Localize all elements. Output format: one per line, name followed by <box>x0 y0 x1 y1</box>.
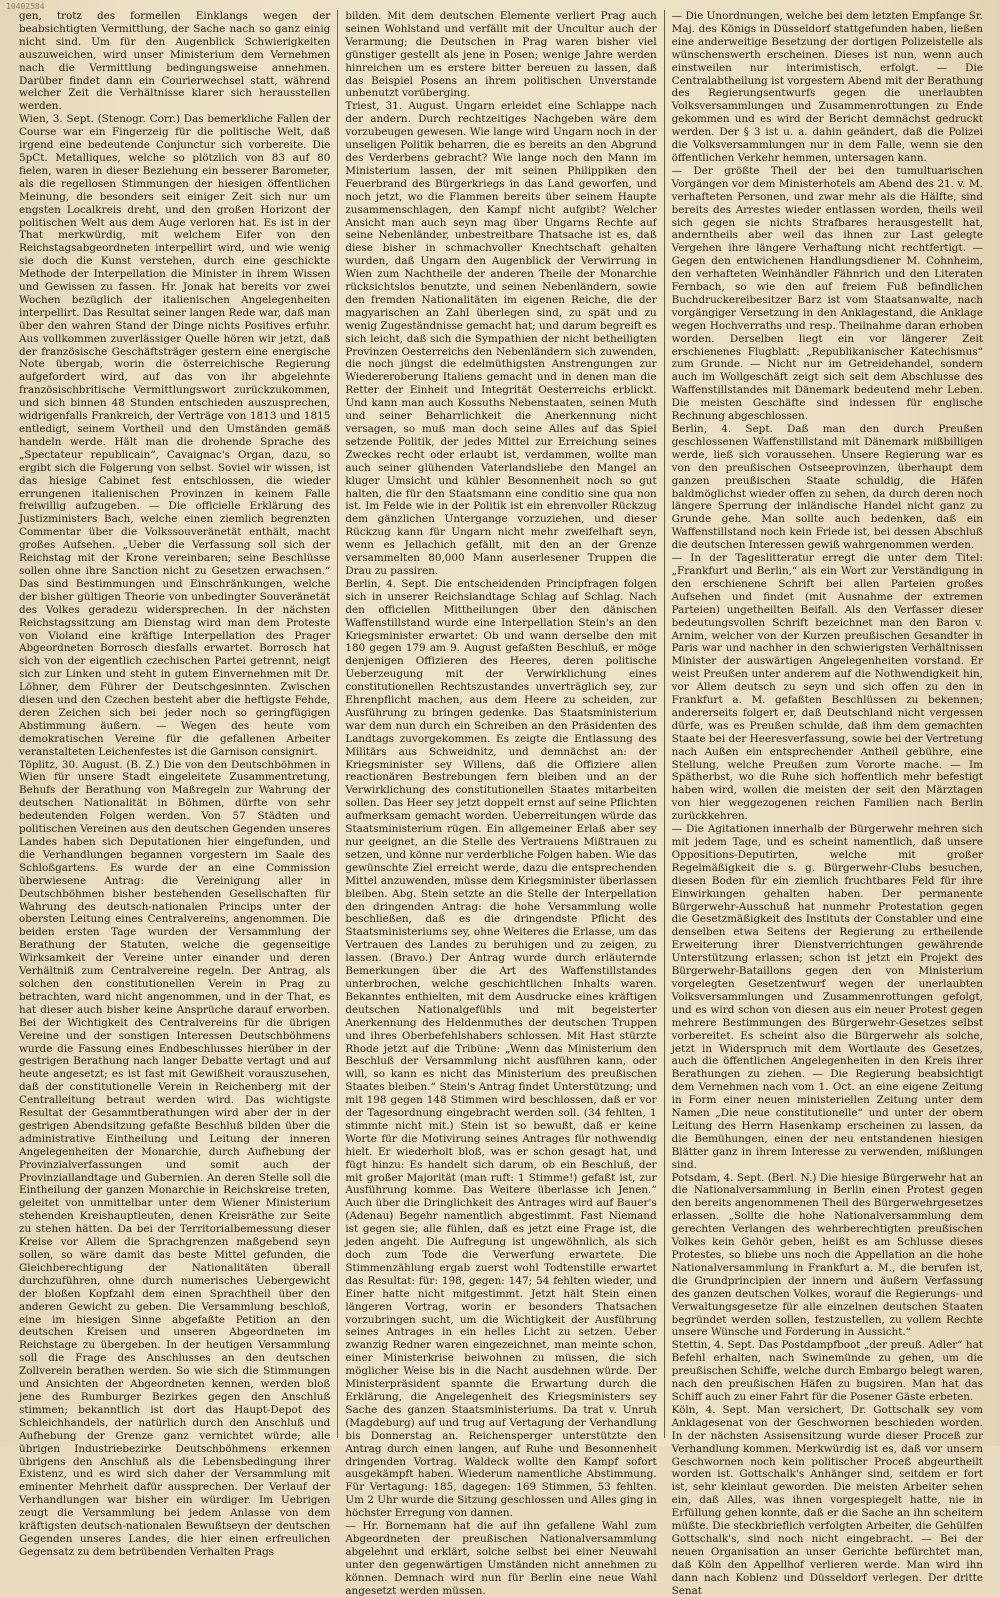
paragraph: — Die Unordnungen, welche bei dem letzten Empfange Sr. Maj. des Königs in Düsseldorf stattgefunden haben, ließen eine anderweitige Besetzung der dortigen Polizeistelle als wünschenswerth erscheinen. Dieses ist nun, wenn auch einstweilen nur interimistisch, erfolgt. — Die Centralabtheilung ist vorgestern Abend mit der Berathung des Regierungsentwurfs gegen die unerlaubten Volksversammlungen und Zusammenrottungen zu Ende gekommen und es wird der Bericht demnächst gedruckt werden. Der § 3 ist u. a. dahin geändert, daß die Polizei die Volksversammlungen nur in dem Falle, wenn sie den öffentlichen Verkehr hemmen, untersagen kann. <box>671 10 983 164</box>
column-1 <box>12 10 337 1558</box>
paragraph: Wien, 3. Sept. (Stenogr. Corr.) Das bemerkliche Fallen der Course war ein Fingerzeig für die politische Welt, daß irgend eine bedeutende Conjunctur sich vorbereite. Die 5pCt. Metalliques, welche so plötzlich von 83 auf 80 fielen, waren in dieser Beziehung ein besserer Barometer, als die regellosen Stimmungen der hiesigen öffentlichen Meinung, die besonders seit einiger Zeit sich nur um engsten Localkreis dreht, und den großen Horizont der politischen Welt aus dem Auge verloren hat. Es ist in der That merkwürdig, mit welchem Eifer von den Reichstagsabgeordneten interpellirt wird, und wie wenig sie doch die Kunst verstehen, durch eine geschickte Methode der Interpellation die Minister in ihrem Wissen und Gewissen zu fassen. Hr. Jonak hat bereits vor zwei Wochen bezüglich der italienischen Angelegenheiten interpellirt. Das Resultat seiner langen Rede war, daß man über den wahren Stand der Dinge nichts Positives erfuhr. Aus vollkommen zuverlässiger Quelle hören wir jetzt, daß der französische Geschäftsträger gestern eine energische Note übergab, worin die österreichische Regierung aufgefordert wird, auf das von ihr abgelehnte französischbritische Vermittlungswort zurückzukommen, und sich binnen 48 Stunden entschieden auszusprechen, widrigenfalls Frankreich, der Verträge von 1813 und 1815 entledigt, seinem Vortheil und den Umständen gemäß handeln werde. Hält man die drohende Sprache des „Spectateur republicain“, Cavaignac's Organ, dazu, so ergibt sich die Folgerung von selbst. Soviel wir wissen, ist das hiesige Cabinet fest entschlossen, die wieder errungenen italienischen Provinzen in keinem Falle freiwillig aufzugeben. — Die officielle Erklärung des Justizministers Bach, welche einen ziemlich begrenzten Commentar über die Volkssouveränetät enthält, macht großes Aufsehen. „Ueber die Verfassung soll sich der Reichstag mit der Krone vereinbaren; seine Beschlüsse sollen ohne ihre Sanction nicht zu Gesetzen erwachsen.“ Das sind Bestimmungen und Einschränkungen, welche der bisher gültigen Theorie von unbedingter Souveränetät des Volkes geradezu widersprechen. In der nächsten Reichstagssitzung am Dienstag wird man dem Proteste von Violand eine kräftige Interpellation des Prager Abgeordneten Borrosch diesfalls erwartet. Borrosch hat sich von der eigentlich czechischen Partei getrennt, neigt sich zur Linken und steht in gutem Einvernehmen mit Dr. Löhner, dem Führer der Deutschgesinnten. Zwischen diesen und den Czechen besteht aber die heftigste Fehde, deren Zeichen sich bei jeder noch so geringfügigen Abstimmung äußern. — Wegen des heute vom demokratischen Vereine für die gefallenen Arbeiter veranstalteten Leichenfestes ist die Garnison consignirt. <box>19 113 331 758</box>
paragraph: Stettin, 4. Sept. Das Postdampfboot „der preuß. Adler“ hat Befehl erhalten, nach Swinemünde zu gehen, um die preußischen Schiffe, welche durch Embargo belegt waren, nach den preußischen Häfen zu bugsiren. Man hat das Schiff auch zu einer Fahrt für die Posener Gäste erbeten. <box>671 1339 983 1403</box>
paragraph: — Die Agitationen innerhalb der Bürgerwehr mehren sich mit jedem Tage, und es scheint namentlich, daß unsere Oppositions-Deputirten, welche mit großer Regelmäßigkeit die s. g. Bürgerwehr-Clubs besuchen, diesen Boden für ein ziemlich fruchtbares Feld für ihre Einwirkungen gehalten haben. Der permanente Bürgerwehr-Ausschuß hat nunmehr Protestation gegen die Gesetzmäßigkeit des Instituts der Constabler und eine denselben etwa Seitens der Regierung zu ertheilende Erweiterung ihrer Dienstverrichtungen gewährende Unterstützung erlassen; schon ist jetzt ein Projekt des Bürgerwehr-Bataillons gegen den von Ministerium vorgelegten Gesetzentwurf wegen der unerlaubten Volksversammlungen und Zusammenrottungen gefolgt, und es wird schon von diesen aus ein neuer Protest gegen mehrere Bestimmungen des Bürgerwehr-Gesetzes selbst vorbereitet. Es scheint also die Bürgerwehr als solche, jetzt in Widerspruch mit dem Wortlaute des Gesetzes, auch die öffentlichen Angelegenheiten in den Kreis ihrer Berathungen zu ziehen. — Die Regierung beabsichtigt dem Vernehmen nach vom 1. Oct. an eine eigene Zeitung in Form einer neuen ministeriellen Zeitung unter dem Namen „Die neue constitutionelle“ und unter der obern Leitung des Herrn Hasenkamp erscheinen zu lassen, da die Bemühungen, einen der neu entstandenen hiesigen Blätter ganz in ihrem Interesse zu verwenden, mißlungen sind. <box>671 823 983 1171</box>
paragraph: gen, trotz des formellen Einklangs wegen der beabsichtigten Vermittlung, der Sache nach so ganz einig nicht sind. Um für den Augenblick Schwierigkeiten auszuweichen, wird unser Ministerium dem Vernehmen nach die Vermittlung bedingungsweise annehmen. Darüber findet dann ein Courierwechsel statt, während welcher Zeit die Verhältnisse klarer sich herausstellen werden. <box>19 10 331 113</box>
column-3 <box>664 10 990 1597</box>
paragraph: — Hr. Bornemann hat die auf ihn gefallene Wahl zum Abgeordneten der preußischen Nationalversammlung abgelehnt und erklärt, solche selbst bei einer Neuwahl unter den gegenwärtigen Umständen nicht annehmen zu können. Demnach wird nun für Berlin eine neue Wahl angesetzt werden müssen. <box>345 1520 657 1597</box>
paragraph: — Der größte Theil der bei den tumultuarischen Vorgängen vor dem Ministerhotels am Abend des 21. v. M. verhafteten Personen, und zwar mehr als die Hälfte, sind bereits des Arrestes wieder entlassen worden, theils weil sich gegen sie nichts Strafbares herausgestellt hat, anderntheils aber weil das ihnen zur Last gelegte Vergehen ihre längere Verhaftung nicht rechtfertigt. — Gegen den entwichenen Handlungsdiener M. Cohnheim, den verhafteten Weinhändler Fähnrich und den Literaten Fernbach, so wie den auf freiem Fuß befindlichen Buchdruckereibesitzer Barz ist vom Staatsanwalte, nach vorgängiger Versetzung in den Anklagestand, die Anklage wegen Hochverraths und resp. Theilnahme daran erhoben worden. Derselben liegt ein vor längerer Zeit erschienenes Flugblatt: „Republikanischer Katechismus“ zum Grunde. — Nicht nur im Getreidehandel, sondern auch im Wollgeschäft zeigt sich seit dem Abschlusse des Waffenstillstandes mit Dänemark bedeutend mehr Leben. Die meisten Geschäfte sind indessen für englische Rechnung abgeschlossen. <box>671 164 983 423</box>
paragraph: — In der Tageslitteratur erregt die unter dem Titel: „Frankfurt und Berlin,“ als ein Wort zur Verständigung in den erschienene Schrift bei allen Parteien großes Aufsehen und findet (mit Ausnahme der extremen Parteien) ungetheilten Beifall. Als den Verfasser dieser bedeutungsvollen Schrift bezeichnet man den Baron v. Arnim, welcher von der Kurzen preußischen Gesandter in Paris war und nachher in den schwierigsten Verhältnissen Minister der auswärtigen Angelegenheiten vorstand. Er weist Preußen unter anderem auf die Nothwendigkeit hin, vor Allem deutsch zu seyn und sich offen zu den in Frankfurt a. M. gefaßten Beschlüssen zu bekennen; andererseits folgert er, daß Deutschland nicht vergessen dürfe, was es Preußen schulde, daß ihm dem gemachten Staate bei der Heeresverfassung, sowie bei der Vertretung nach Außen ein entsprechender Antheil gebühre, eine Stellung, welche Preußen zum Vororte mache. — Im Spätherbst, wo die Ruhe sich hoffentlich mehr befestigt haben wird, wollen die meisten der seit den Märztagen von hier weggezogenen reichen Familien nach Berlin zurückkehren. <box>671 552 983 823</box>
paragraph: bilden. Mit dem deutschen Elemente verliert Prag auch seinen Wohlstand und verfällt mit der Uncultur auch der Verarmung; die Deutschen in Prag waren bisher viel günstiger gestellt als jene in Posen; wenige Jahre werden hinreichen um es erstere bitter bereuen zu lassen, daß das Beispiel Posens an ihrem politischen Unverstande unbenutzt vorüberging. <box>345 10 657 100</box>
text-columns <box>12 10 990 1597</box>
paragraph: Köln, 4. Sept. Man versichert, Dr. Gottschalk sey vom Anklagesenat von der Geschwornen beschieden worden. In der nächsten Assisensitzung wurde dieser Proceß zur Verhandlung kommen. Merkwürdig ist es, daß vor unsern Geschwornen noch kein politischer Proceß abgeurtheilt worden ist. Gottschalk's Anhänger sind, seitdem er fort ist, sehr kleinlaut geworden. Die meisten Arbeiter sehen ein, daß Alles, was ihnen vorgespiegelt hatte, nie in Erfüllung gehen konnte, daß er die Sache an ihn scheitern müßte. Die steckbrieflich verfolgten Arbeiter, die Gehülfen Gottschalk's, sind noch nicht eingebracht. — Bei der neuen Organisation an unser Gerichte befürchtet man, daß Köln den Appellhof verlieren werde. Man wird ihn dann nach Koblenz und Düsseldorf verlegen. Der dritte Senat <box>671 1403 983 1597</box>
paragraph: Triest, 31. August. Ungarn erleidet eine Schlappe nach der andern. Durch rechtzeitiges Nachgeben wäre dem vorzubeugen gewesen. Wie lange wird Ungarn noch in der unseligen Politik beharren, die es bereits an den Abgrund des Verderbens gebracht? Wie lange noch den Mann im Ministerium lassen, der mit seinen Philippiken den Feuerbrand des Bürgerkriegs in das Land geworfen, und noch jetzt, wo die Flammen bereits über seinem Haupte zusammenschlagen, den Kampf nicht aufgibt? Welcher Ansicht man auch seyn mag über Ungarns Rechte auf seine Nebenländer, unbestreitbare Thatsache ist es, daß diese bisher in schmachvoller Knechtschaft gehalten wurden, daß Ungarn den Augenblick der Verwirrung in Wien zum Nachtheile der anderen Theile der Monarchie rücksichtslos benutzte, und seinen Nebenländern, sowie den fremden Nationalitäten im eigenen Reiche, die der magyarischen an Zahl überlegen sind, zu spät und zu wenig Zugeständnisse gemacht hat; und darum begreift es sich leicht, daß sich die Sympathien der nicht betheiligten Provinzen Oesterreichs den Nebenländern sich zuwenden, die noch jüngst die edelmüthigsten Anstrengungen zur Wiedereroberung Italiens gemacht und in denen man die Retter der Einheit und Integrität Oesterreichs erblickt. Und kann man auch Kossuths Nebenstaaten, seinen Muth und seiner Beharrlichkeit die Anerkennung nicht versagen, so muß man doch seine Alles auf das Spiel setzende Politik, der jedes Mittel zur Erreichung seines Zweckes recht oder erlaubt ist, verdammen, wollte man auch seiner glühenden Vaterlandsliebe den Mangel an kluger Umsicht und kühler Besonnenheit noch so gut halten, die für den Staatsmann eine conditio sine qua non ist. Im Felde wie in der Politik ist ein ehrenvoller Rückzug dem gänzlichen Untergange vorzuziehen, und dieser Rückzug kann für Ungarn nicht mehr zweifelhaft seyn, wenn es Jellachich gefällt, mit den an der Grenze versammelten 80,000 Mann auserlesener Truppen die Drau zu passiren. <box>345 100 657 577</box>
paragraph: Töplitz, 30. August. (B. Z.) Die von den Deutschböhmen in Wien für unsere Stadt eingeleitete Zusammentretung, Behufs der Berathung von Maßregeln zur Wahrung der deutschen Nationalität in Böhmen, dürfte von sehr bedeutenden Folgen werden. Von 57 Städten und politischen Vereinen aus den deutschen Gegenden unseres Landes haben sich Deputationen hier eingefunden, und die Verhandlungen begannen vorgestern im Saale des Schloßgartens. Es wurde der an eine Commission überwiesene Antrag: die Vereinigung aller in Deutschböhmen bisher bestehenden Gesellschaften für Wahrung des deutsch-nationalen Princips unter der obersten Leitung eines Centralvereins, angenommen. Die beiden ersten Tage wurden der Versammlung der Berathung der Statuten, welche die gegenseitige Wirksamkeit der Vereine unter einander und deren Verhältniß zum Centralvereine regeln. Der Antrag, als solchen den constitutionellen Verein in Prag zu betrachten, ward nicht angenommen, und in der That, es hat dieser auch bisher keine Ansprüche darauf erworben. Bei der Wichtigkeit des Centralvereins für die übrigen Vereine und der sonstigen Interessen Deutschböhmens wurde die Fassung eines Endbeschlusses hierüber in der gestrigen Berathung nach langer Debatte vertagt und auf heute angesetzt; es ist fast mit Gewißheit vorauszusehen, daß der constitutionelle Verein in Reichenberg mit der Centralleitung betraut werden wird. Das wichtigste Resultat der Gesammtberathungen wird aber der in der gestrigen Abendsitzung gefaßte Beschluß bilden über die administrative Eintheilung und Leitung der inneren Angelegenheiten der Monarchie, durch Aufhebung der Provinzialverfassungen und somit auch der Provinziallandtage und Gubernien. An deren Stelle soll die Eintheilung der ganzen Monarchie in Reichskreise treten, geleitet von unmittelbar unter dem Wiener Ministerium stehenden Kreishauptleuten, denen Kreisräthe zur Seite zu stehen hätten. Da bei der Territorialbemessung dieser Kreise vor Allem die Sprachgrenzen maßgebend seyn sollen, so wäre damit das beste Mittel gefunden, die Gleichberechtigung der Nationalitäten überall durchzuführen, ohne durch numerisches Uebergewicht der bloßen Kopfzahl dem einen Sprachtheil über den anderen Gewicht zu geben. Die Versammlung beschloß, eine im hiesigen Sinne abgefaßte Petition an den deutschen Kreisen und unseren Abgeordneten im Reichstage zu übergeben. In der heutigen Versammlung soll die Frage des Anschlusses an den deutschen Zollverein berathen werden. So wie sich die Stimmungen und Ansichten der Abgeordneten kennen, werden bloß jene des Rumburger Bezirkes gegen den Anschluß stimmen; bekanntlich ist dort das Haupt-Depot des Schleichhandels, der natürlich durch den Anschluß und Aufhebung der Grenze ganz vernichtet würde; alle übrigen Industriebezirke Deutschböhmens erkennen übrigens den Anschluß als die Lebensbedingung ihrer Existenz, und es wird sich daher der Versammlung mit eminenter Mehrheit dafür aussprechen. Der Verlauf der Verhandlungen war bisher ein würdiger. Im Uebrigen zeugt die Versammlung bei jedem Anlasse von dem kräftigsten deutsch-nationalen Bewußtseyn der deutschen Gegenden unseres Landes, die hier einen erfreulichen Gegensatz zu dem betrübenden Verhalten Prags <box>19 758 331 1558</box>
paragraph: Berlin, 4. Sept. Daß man den durch Preußen geschlossenen Waffenstillstand mit Dänemark mißbilligen werde, ließ sich voraussehen. Unsere Regierung war es von den preußischen Ostseeprovinzen, überhaupt dem ganzen preußischen Staate schuldig, die Häfen baldmöglichst wieder offen zu sehen, da durch deren noch längere Sperrung der inländische Handel nicht ganz zu Grunde gehe. Man sollte auch bedenken, daß ein Waffenstillstand noch kein Friede ist, bei dessen Abschluß die deutschen Interessen gewiß wahrgenommen werden. <box>671 423 983 552</box>
column-2 <box>337 10 663 1597</box>
paragraph: Berlin, 4. Sept. Die entscheidenden Principfragen folgen sich in unserer Reichslandtage Schlag auf Schlag. Nach den officiellen Mittheilungen über den dänischen Waffenstillstand wurde eine Interpellation Stein's an den Kriegsminister erwartet: Ob und wann derselbe den mit 180 gegen 179 am 9. August gefaßten Beschluß, er möge denjenigen Offizieren des Heeres, deren politische Ueberzeugung mit der Verwirklichung eines constitutionellen Rechtszustandes unverträglich sey, zur Ehrenpflicht machen, aus dem Heere zu scheiden, zur Ausführung zu bringen gedenke. Das Staatsministerium war dem nun durch ein Schreiben an den Präsidenten des Landtags zuvorgekommen. Es zeigte die Entlassung des Militärs aus Schweidnitz, und demnächst an: der Kriegsminister sey Willens, daß die Offiziere allen reactionären Bestrebungen fern bleiben und an der Verwirklichung des constitutionellen Staates mitarbeiten sollen. Das Heer sey jetzt doppelt ernst auf seine Pflichten aufmerksam gemacht worden. Ueberreitungen würde das Staatsministerium rügen. Ein allgemeiner Erlaß aber sey nur geeignet, an die Stelle des Vertrauens Mißtrauen zu setzen, und könne nur verderbliche Folgen haben. Wie das gewünschte Ziel erreicht werde, dazu die entsprechenden Mittel anzuwenden, müsse dem Kriegsminister überlassen bleiben. Abg. Stein setzte an die Stelle der Interpellation den dringenden Antrag: die hohe Versammlung wolle beschließen, daß es die dringendste Pflicht des Staatsministeriums sey, ohne Weiteres die Erlasse, um das Vertrauen des Landes zu beruhigen und zu zeigen, zu lassen. (Bravo.) Der Antrag wurde durch erläuternde Bemerkungen über die Art des Waffenstillstandes unterbrochen, welche geschichtlichen Inhalts waren. Bekanntes enthielten, mit dem Ausdrucke eines kräftigen deutschen Nationalgefühls und mit begeisterter Anerkennung des Heldenmuthes der deutschen Truppen und ihres Oberbefehlshabers schlossen. Mit Hast stürzte Rhode jetzt auf die Tribüne: „Wenn das Ministerium den Beschluß der Versammlung nicht ausführen kann, oder will, so kann es nicht das Ministerium des preußischen Staates bleiben.“ Stein's Antrag findet Unterstützung; und mit 198 gegen 148 Stimmen wird beschlossen, daß er vor der Tagesordnung eingebracht werden soll. (34 fehlten, 1 stimmte nicht mit.) Stein ist so bewußt, daß er keine Worte für die Motivirung seines Antrages für nothwendig hielt. Er wiederholt bloß, was er schon gesagt hat, und fügt hinzu: Es handelt sich darum, ob ein Beschluß, der mit großer Majorität (man ruft: 1 Stimme!) gefaßt ist, zur Ausführung komme. Das Weitere überlasse ich Jenen.“ Auch über die Dringlichkeit des Antrages wird auf Bauer's (Adenau) Begehr namentlich abgestimmt. Fast Niemand ist gegen sie; alle fühlen, daß es jetzt eine Frage ist, die jeden angeht. Die Aufregung ist ungewöhnlich, als sich doch zum Tode die Verwerfung erwartete. Die Stimmenzählung ergab zuerst wohl Todtenstille erwartet das Resultat: für: 198, gegen: 147; 54 fehlten wieder, und Einer hatte nicht mitgestimmt. Jetzt hält Stein einen längeren Vortrag, worin er besonders Thatsachen vorzubringen sucht, um die Wichtigkeit der Ausführung seines Antrages in ein helles Licht zu setzen. Ueber zwanzig Redner waren eingezeichnet, man meinte schon, einer Ministerkrise beiwohnen zu müssen, die sich möglicher Weise bis in die Nacht ausdehnen würde. Der Ministerpräsident spannte die Erwartung durch die Erklärung, die Angelegenheit des Kriegsministers sey Sache des ganzen Staatsministeriums. Da trat v. Unruh (Magdeburg) auf und trug auf Vertagung der Verhandlung bis Donnerstag an. Reichensperger unterstützte den Antrag durch einen langen, auf Ruhe und Besonnenheit dringenden Vortrag. Waldeck wollte den Kampf sofort ausgekämpft haben. Wiederum namentliche Abstimmung. Für Vertagung: 185, dagegen: 169 Stimmen, 53 fehlten. Um 2 Uhr wurde die Sitzung geschlossen und Alles ging in höchster Erregung von dannen. <box>345 577 657 1520</box>
scan-id: 10402584 <box>6 2 45 11</box>
paragraph: Potsdam, 4. Sept. (Berl. N.) Die hiesige Bürgerwehr hat an die Nationalversammlung in Berlin einen Protest gegen den bereits angenommenen Theil des Bürgerwehrgesetzes erlassen. „Sollte die hohe Nationalversammlung dem gerechten Verlangen des wehrberechtigten preußischen Volkes kein Gehör geben, heißt es am Schlusse dieses Protestes, so bliebe uns noch die Appellation an die hohe Nationalversammlung in Frankfurt a. M., die berufen ist, die Grundprincipien der innern und äußern Verfassung des ganzen deutschen Volkes, worauf die Regierungs- und Verwaltungsgesetze für alle einzelnen deutschen Staaten begründet werden sollen, festzustellen, zu vollem Rechte unsere Wünsche und Forderung in Aussicht.“ <box>671 1171 983 1339</box>
